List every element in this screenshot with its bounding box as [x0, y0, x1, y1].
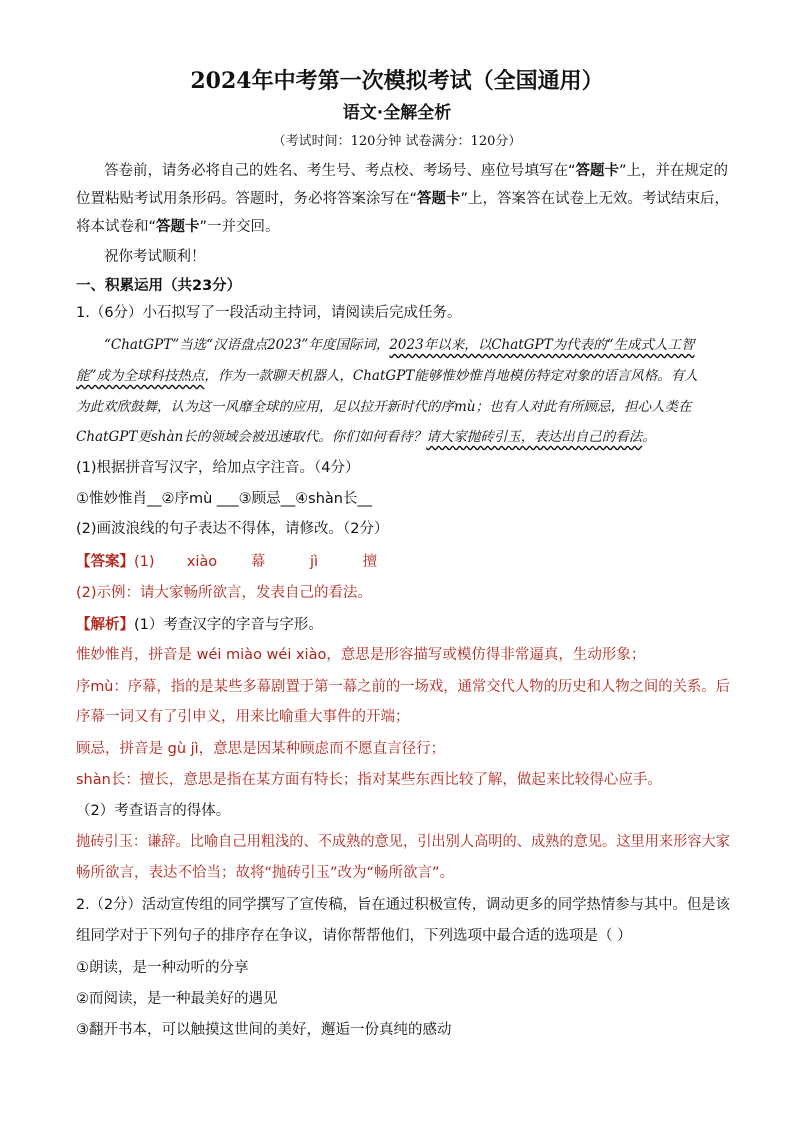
instruction-line-2	[76, 192, 729, 207]
sub-question-1-items: ①惟妙惟肖__②序mù ___③顾忌__④shàn长__	[76, 491, 372, 507]
question-2-option-3: ③翻开书本，可以触摸这世间的美好，邂逅一份真纯的感动	[76, 1022, 452, 1038]
page-subtitle: 语文·全解全析	[342, 103, 452, 123]
answer-line	[76, 555, 398, 570]
exam-meta: （考试时间：120分钟 试卷满分：120分）	[272, 134, 522, 149]
instruction-text: 位置粘贴考试用条形码。答题时，务必将答案涂写在“	[76, 191, 418, 207]
passage-text: ChatGPT更shàn长的领域会被迅速取代。你们如何看待？	[76, 429, 427, 445]
passage-text: “ChatGPT”当选“汉语盘点2023”年度国际词，	[104, 337, 390, 353]
page-title: 2024年中考第一次模拟考试（全国通用）	[190, 68, 604, 94]
analysis-line-1: 惟妙惟肖，拼音是 wéi miào wéi xiào，意思是形容描写或模仿得非常逼真，生动形象；	[76, 647, 646, 663]
analysis-line-8: 畅所欲言，表达不恰当；故将“抛砖引玉”改为“畅所欲言”。	[76, 865, 455, 881]
passage-line-4	[76, 431, 656, 445]
analysis-text: (1）考查汉字的字音与字形。	[134, 617, 323, 633]
passage-line-3: 为此欢欣鼓舞，认为这一风靡全球的应用，足以拉开新时代的序mù；也有人对此有所顾忌，担心人类在	[76, 399, 692, 415]
wavy-sentence: 请大家抛砖引玉，表达出自己的看法	[426, 429, 643, 445]
analysis-line-6: （2）考查语言的得体。	[76, 803, 231, 819]
answer-2: (2)示例：请大家畅所欲言，发表自己的看法。	[76, 585, 373, 601]
section-heading: 一、积累运用（共23分）	[76, 278, 242, 294]
answer-item: (1)	[134, 554, 155, 570]
analysis-line-2: 序mù：序幕，指的是某些多幕剧置于第一幕之前的一场戏，通常交代人物的历史和人物之间的关系。后	[76, 679, 730, 695]
passage-line-1	[104, 339, 694, 353]
instruction-line-1	[104, 164, 728, 179]
question-2-option-1: ①朗读，是一种动听的分享	[76, 960, 249, 976]
answer-item: jì	[309, 554, 319, 570]
instruction-bold: 答题卡	[575, 163, 620, 179]
answer-item: 幕	[250, 554, 266, 570]
analysis-heading	[76, 618, 323, 633]
answer-tag: 【答案】	[76, 554, 134, 570]
analysis-line-5: shàn长：擅长，意思是指在某方面有特长；指对某些东西比较了解，做起来比较得心应手。	[76, 772, 662, 788]
instruction-text: ”上，并在规定的	[619, 163, 729, 179]
instruction-bold: 答题卡	[156, 219, 200, 235]
instruction-text: 将本试卷和“	[76, 219, 157, 235]
instruction-line-3	[76, 220, 280, 235]
analysis-line-7: 抛砖引玉：谦辞。比喻自己用粗浅的、不成熟的意见，引出别人高明的、成熟的意见。这里用来形容大家	[76, 834, 730, 850]
sub-question-2: (2)画波浪线的句子表达不得体，请修改。（2分）	[76, 521, 389, 537]
question-2-line-2: 组同学对于下列句子的排序存在争议，请你帮帮他们，下列选项中最合适的选项是（ ）	[76, 928, 632, 944]
instruction-bold: 答题卡	[417, 191, 461, 207]
wavy-sentence: 2023年以来，以ChatGPT为代表的“生成式人工智	[389, 337, 695, 353]
wavy-sentence: 能”成为全球科技热点	[76, 368, 205, 384]
instruction-text: 答卷前，请务必将自己的姓名、考生号、考点校、考场号、座位号填写在“	[104, 163, 576, 179]
passage-text: 。	[642, 429, 656, 445]
question-2-line-1: 2.（2分）活动宣传组的同学撰写了宣传稿，旨在通过积极宣传，调动更多的同学热情参与其中。但是该	[76, 897, 730, 913]
question-2-option-2: ②而阅读，是一种最美好的遇见	[76, 991, 278, 1007]
question-1-stem: 1.（6分）小石拟写了一段活动主持词，请阅读后完成任务。	[76, 305, 462, 321]
wish-text: 祝你考试顺利！	[104, 249, 206, 265]
sub-question-1: (1)根据拼音写汉字，给加点字注音。（4分）	[76, 460, 360, 476]
answer-item: xiào	[186, 554, 218, 570]
analysis-line-4: 顾忌，拼音是 gù jì，意思是因某种顾虑而不愿直言径行；	[76, 741, 446, 757]
instruction-text: ”一并交回。	[199, 219, 280, 235]
analysis-line-3: 序幕一词又有了引申义，用来比喻重大事件的开端；	[76, 709, 410, 725]
analysis-tag: 【解析】	[76, 617, 134, 633]
passage-line-2	[76, 370, 698, 384]
passage-text: ，作为一款聊天机器人，ChatGPT能够惟妙惟肖地模仿特定对象的语言风格。有人	[204, 368, 698, 384]
answer-item: 擅	[362, 554, 378, 570]
instruction-text: ”上，答案答在试卷上无效。考试结束后，	[460, 191, 730, 207]
